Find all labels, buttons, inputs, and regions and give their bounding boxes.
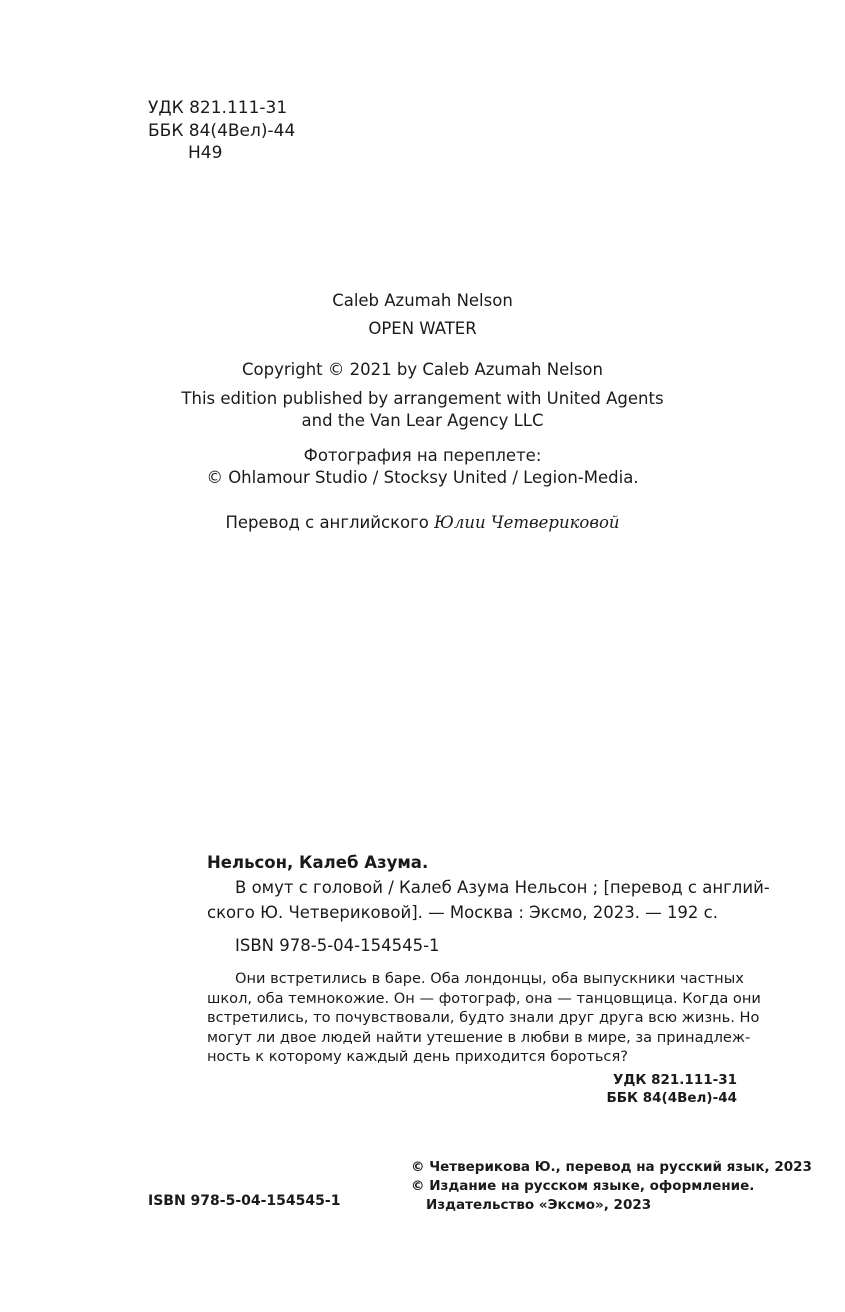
edition-line-2: and the Van Lear Agency LLC xyxy=(301,411,544,430)
bib-heading: Нельсон, Калеб Азума. xyxy=(207,853,429,872)
bib-line-2: ского Ю. Четвериковой]. — Москва : Эксмо, 2023. — 192 с. xyxy=(207,903,718,922)
copyright-line: Copyright © 2021 by Caleb Azumah Nelson xyxy=(242,360,603,379)
classification-right xyxy=(606,1071,737,1107)
copyright-translation: © Четверикова Ю., перевод на русский язык, 2023 xyxy=(411,1159,812,1175)
bibliographic-record xyxy=(207,850,770,925)
copyright-edition: © Издание на русском языке, оформление. xyxy=(411,1178,755,1194)
footer-copyright-block xyxy=(411,1158,812,1215)
right-udk-code: УДК 821.111-31 xyxy=(612,1072,737,1088)
top-bbk-code: ББК 84(4Вел)-44 xyxy=(148,120,296,141)
bib-line-1: В омут с головой / Калеб Азума Нельсон ; [перевод с англий- xyxy=(235,878,770,897)
translator-prefix: Перевод с английского xyxy=(225,513,429,532)
original-author: Caleb Azumah Nelson xyxy=(332,291,513,310)
annotation xyxy=(207,969,761,1067)
annotation-line: школ, оба темнокожие. Он — фотограф, она — танцовщица. Когда они xyxy=(207,989,761,1007)
cover-photo-credit: © Ohlamour Studio / Stocksy United / Legion-Media. xyxy=(206,468,639,487)
original-title: OPEN WATER xyxy=(368,319,477,338)
author-mark: Н49 xyxy=(188,143,223,163)
annotation-line: встретились, то почувствовали, будто знали друг друга всю жизнь. Но xyxy=(207,1009,760,1027)
cover-photo-label: Фотография на переплете: xyxy=(303,446,542,465)
top-udk-code: УДК 821.111-31 xyxy=(148,98,288,118)
top-classification-codes xyxy=(148,97,295,165)
translator-line xyxy=(0,513,845,532)
annotation-line: могут ли двое людей найти утешение в любви в мире, за принадлеж- xyxy=(207,1028,751,1046)
bib-isbn: ISBN 978-5-04-154545-1 xyxy=(235,936,440,955)
annotation-line: Они встретились в баре. Оба лондонцы, оба выпускники частных xyxy=(235,970,744,987)
publisher-line: Издательство «Эксмо», 2023 xyxy=(426,1197,652,1213)
translator-name: Юлии Четвериковой xyxy=(434,513,620,532)
edition-line-1: This edition published by arrangement with United Agents xyxy=(181,389,664,408)
annotation-line: ность к которому каждый день приходится бороться? xyxy=(207,1048,628,1066)
footer-isbn: ISBN 978-5-04-154545-1 xyxy=(148,1193,341,1209)
right-bbk-code: ББК 84(4Вел)-44 xyxy=(606,1090,737,1106)
